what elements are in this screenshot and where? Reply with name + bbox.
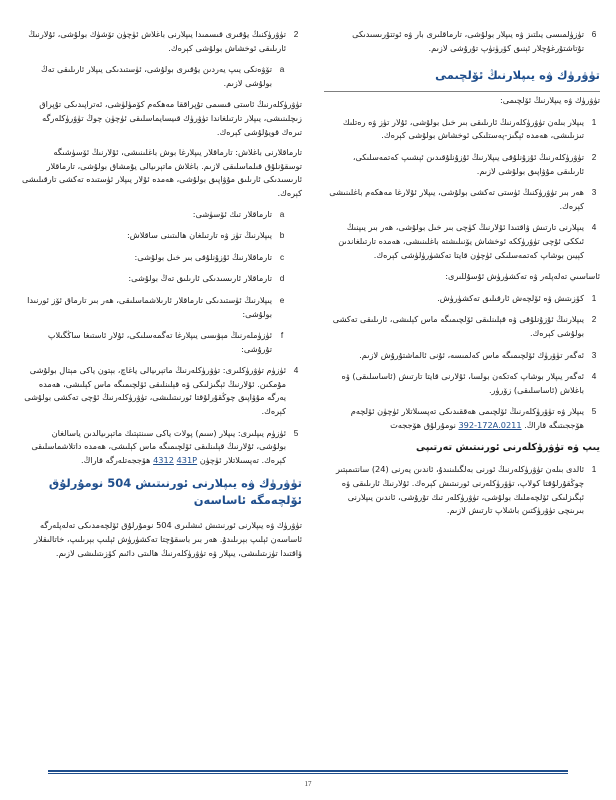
item-text: يىپلارنىڭ ئۇزۇنلۇقى ۋە قېلىنلىقى ئۆلچىمىگە ماس كېلىشى، ئارىلىقى تەكشى بولۇشى كېرەك. <box>332 314 584 338</box>
item-text: يىپلار ۋە تۈۋرۈكلەرنىڭ ئۆلچىمى ھەققىدىكى تەپسىلاتلار ئۈچۈن ئۆلچەم ھۆججىتىگە قاراڭ. <box>350 406 584 430</box>
item-number: 4 <box>591 372 597 382</box>
item-letter: a <box>279 209 285 219</box>
list-item <box>20 272 302 286</box>
item-letter: a <box>279 65 285 75</box>
item-number: 2 <box>293 30 299 39</box>
item-number: 4 <box>591 223 597 233</box>
item-number: 6 <box>591 30 597 39</box>
item-text: يىپلارنىڭ ئۈستىدىكى تارماقلار ئارىلاشماسلىقى، ھەر بىر تارماق ئۆز ئورنىدا بولۇشى: <box>27 294 272 319</box>
item-number: 2 <box>591 315 597 325</box>
list-item <box>20 251 302 265</box>
list-item <box>324 405 600 432</box>
list-item <box>324 349 600 363</box>
section-intro: تۈۋرۈك ۋە يىپلارنىڭ ئۆلچىمى: <box>500 95 600 106</box>
subsection-heading: يىپ ۋە تۈۋرۈكلەرنى ئورنىتىش تەرتىپى <box>415 442 600 454</box>
item-letter: d <box>279 274 285 284</box>
item-text: تارماقلارنىڭ ئۇزۇنلۇقى بىر خىل بولۇشى: <box>134 251 272 262</box>
link-tail: نومۇرلۇق ھۆججەت <box>390 419 456 430</box>
document-link[interactable]: 4312 <box>153 454 174 465</box>
item-number: 1 <box>591 293 597 303</box>
right-column <box>324 28 600 526</box>
list-item <box>324 151 600 178</box>
item-number: 3 <box>591 350 597 360</box>
section-heading: تۈۋرۈك ۋە يىپلارنى ئورنىتىش 504 نومۇرلۇق ئۆلچەمگە ئاساسەن <box>48 476 302 508</box>
list-item <box>20 28 302 55</box>
item-letter: f <box>280 331 284 341</box>
left-column <box>20 28 302 567</box>
item-number: 5 <box>591 407 597 417</box>
item-number: 4 <box>293 366 299 376</box>
page-number: 17 <box>304 780 312 788</box>
list-item <box>20 63 302 90</box>
item-text: ئۈزۈملەرنىڭ مېۋىسى يىپلارغا تەگمەسلىكى، ئۇلار ئاستىغا ساڭگىلاپ تۇرۇشى: <box>47 330 272 354</box>
item-text: تارماقلار تىك ئۆسۈشى: <box>192 208 272 219</box>
item-text: تۈزۈلمىسى يىلتىز ۋە يىپلار بولۇشى، تارماقلىرى بار ۋە ئوتتۇرىسىدىكى تۇتاشتۇرغۇچلار ئېنىق كۆرۈنۈپ تۇرۇشى لازىم. <box>352 29 584 53</box>
list-item <box>20 208 302 222</box>
sub-intro: ئاساسىي تەلەپلەر ۋە تەكشۈرۈش ئۇسۇللىرى: <box>445 271 600 282</box>
paragraph: تۈۋرۈكلەرنىڭ ئاستى قىسمى تۇپراققا مەھكەم كۆمۈلۈشى، ئەتراپىدىكى تۇپراق زىچلىنىشى، يىپلار تارتىلغاندا تۈۋرۈك قىيسايماسلىقى ئۈچۈن چوڭ تۈۋرۈكلەرگە تىرەك قويۇلۇشى كېرەك. <box>39 99 302 137</box>
item-text: تۆۋەنكى يىپ يەردىن يۇقىرى بولۇشى، ئۈستىدىكى يىپلار ئارىلىقى تەڭ بولۇشى لازىم. <box>40 64 272 88</box>
item-text: كۆزىتىش ۋە ئۆلچەش ئارقىلىق تەكشۈرۈش. <box>437 292 584 303</box>
item-number: 1 <box>591 117 597 127</box>
item-text: يىپلار بىلەن تۈۋرۈكلەرنىڭ ئارىلىقى بىر خىل بولۇشى، ئۇلار تۈز ۋە رەتلىك تىزىلىشى، ھەمدە ئېگىز-پەستلىكى ئوخشاش بولۇشى كېرەك. <box>342 116 584 141</box>
paragraph: تارماقلارنى باغلاش: تارماقلار يىپلارغا بوش باغلىنىشى، ئۇلارنىڭ ئۆسۈشىگە توسقۇنلۇق قىلماسلىقى لازىم. باغلاش ماتېرىيالى يۇمشاق بولۇشى، تارماقلار ئارىسىدىكى ئارىلىق مۇۋاپىق بولۇشى، ھەمدە ئۇلار يىپلار ئۈستىدە تەكشى تارقىلىشى كېرەك. <box>21 147 302 198</box>
item-letter: c <box>279 252 285 262</box>
paragraph: تۈۋرۈك ۋە يىپلارنى ئورنىتىش ئىشلىرى 504 نومۇرلۇق ئۆلچەمدىكى تەلەپلەرگە ئاساسەن ئېلىپ بېرىلىدۇ. ھەر بىر باسقۇچتا تەكشۈرۈش ئېلىپ بېرىلىپ، خاتالىقلار ۋاقتىدا تۈزىتىلىشى، يىپلار ۋە تۈۋرۈكلەرنىڭ ھالىتى دائىم كۆزىتىلىشى لازىم. <box>34 520 302 558</box>
item-letter: e <box>279 295 285 305</box>
list-item <box>324 186 600 213</box>
heading-rule <box>324 91 600 92</box>
item-text: ئۈزۈم يىپلىرى: يىپلار (سىم) پولات ياكى سىنتېتىك ماتېرىيالدىن ياسالغان بولۇشى، ئۇلارنىڭ قېلىنلىقى ئۆلچىمىگە ماس كېلىشى، ھەمدە داتلاشماسلىقى كېرەك. تەپسىلاتلار ئۈچۈن <box>31 427 286 465</box>
item-text: ئالدى بىلەن تۈۋرۈكلەرنىڭ ئورنى بەلگىلىنىدۇ، ئاندىن يەرنى (24) سانتىمېتىر چوڭقۇرلۇقتا كولاپ، تۈۋرۈكلەرنى ئورنىتىش كېرەك. ئۇلارنىڭ ئارىلىقى ۋە ئېگىزلىكى ئۆلچەملىك بولۇشى، تۈۋرۈكلەر تىك تۇرۇشى، ئاندىن يىپلارنى بىرىنچى تۈۋرۈكتىن باشلاپ تارتىش لازىم. <box>335 464 584 516</box>
item-number: 3 <box>591 188 597 198</box>
list-item <box>324 313 600 340</box>
item-text: تارماقلار ئارىسىدىكى ئارىلىق تەڭ بولۇشى: <box>128 273 272 284</box>
item-text: ئەگەر يىپلار بوشاپ كەتكەن بولسا، ئۇلارنى قايتا تارتىش (ئاساسلىقى) ۋە باغلاش (ئاساسلىقى) زۆرۈر. <box>341 371 584 395</box>
footer-rule <box>48 770 568 772</box>
list-item <box>20 364 302 418</box>
list-item <box>324 370 600 397</box>
item-text: تۈۋرۈكلەرنىڭ ئۇزۇنلۇقى يىپلارنىڭ ئۇزۇنلۇقىدىن ئېشىپ كەتمەسلىكى، ئارىلىقى مۇۋاپىق بولۇشى لازىم. <box>352 151 584 176</box>
list-item <box>324 463 600 517</box>
list-item <box>20 294 302 321</box>
list-item <box>20 427 302 468</box>
list-item <box>324 221 600 262</box>
list-item <box>20 229 302 243</box>
item-number: 5 <box>293 428 299 438</box>
item-number: 1 <box>591 465 597 475</box>
item-text: ئەگەر تۈۋرۈك ئۆلچىمىگە ماس كەلمىسە، ئۇنى ئالماشتۇرۇش لازىم. <box>359 349 584 360</box>
item-text: يىپلارنى تارتىش ۋاقتىدا ئۇلارنىڭ كۈچى بىر خىل بولۇشى، ھەر بىر يىپنىڭ ئىككى ئۇچى تۈۋرۈككە ئوخشاش يۆنىلىشتە باغلىنىشى، ھەمدە تارتىلغاندىن كېيىن بوشاپ كەتمەسلىكى ئۈچۈن قايتا تەكشۈرۈلۈشى كېرەك. <box>338 222 584 260</box>
list-item <box>324 292 600 306</box>
item-number: 2 <box>591 152 597 162</box>
section-heading: تۈۋرۈك ۋە يىپلارنىڭ ئۆلچىمى <box>435 68 600 83</box>
footer-rule <box>48 773 568 774</box>
item-text: تۈۋرۈكنىڭ يۇقىرى قىسمىدا يىپلارنى باغلاش ئۈچۈن تۆشۈك بولۇشى، ئۇلارنىڭ ئارىلىقى ئوخشاش بولۇشى كېرەك. <box>28 29 286 53</box>
document-link[interactable]: 392-172A.0211 <box>458 419 522 430</box>
item-text: ھەر بىر تۈۋرۈكنىڭ ئۈستى تەكشى بولۇشى، يىپلار ئۇلارغا مەھكەم باغلىنىشى كېرەك. <box>329 187 584 211</box>
list-item <box>20 329 302 356</box>
link-tail: ھۆججەتلەرگە قاراڭ. <box>80 454 151 465</box>
item-text: ئۈزۈم تۈۋرۈكلىرى: تۈۋرۈكلەرنىڭ ماتېرىيالى ياغاچ، بېتون ياكى مېتال بولۇشى مۇمكىن. ئۇلارنىڭ ئېگىزلىكى ۋە قېلىنلىقى ئۆلچىمىگە ماس كېلىشى، ھەمدە يەرگە مۇۋاپىق چوڭقۇرلۇقتا ئورنىتىلىشى، تۈۋرۈكلەرنىڭ ئۇچى تەكشى بولۇشى كېرەك. <box>24 365 286 417</box>
list-item <box>324 116 600 143</box>
item-text: يىپلارنىڭ تۈز ۋە تارتىلغان ھالىتىنى ساقلاش: <box>127 230 272 241</box>
document-link[interactable]: 431P <box>176 454 198 465</box>
item-letter: b <box>279 231 285 241</box>
list-item <box>324 28 600 55</box>
